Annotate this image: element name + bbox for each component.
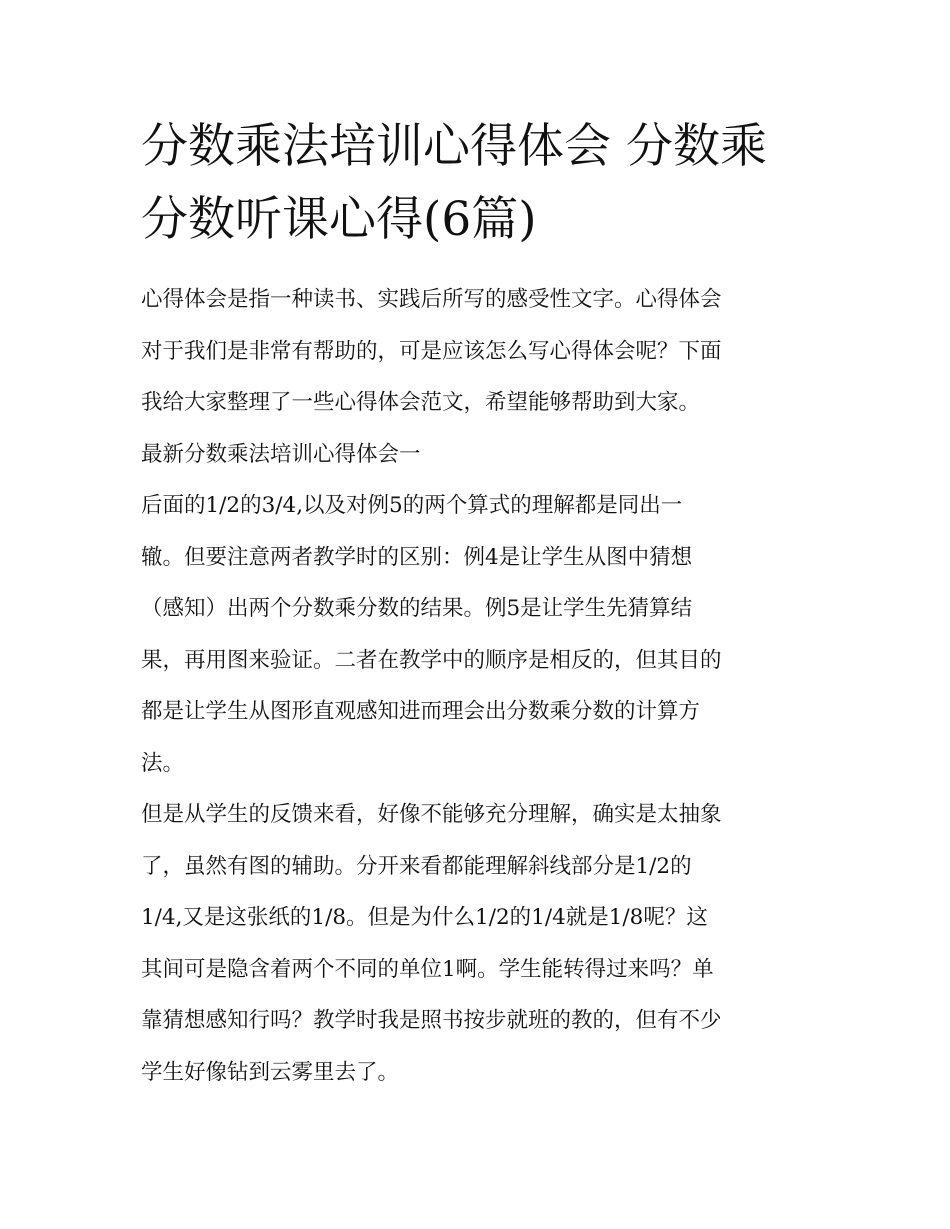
section-heading-text: 最新分数乘法培训心得体会一 <box>141 441 421 467</box>
text-line: 学生好像钻到云雾里去了。 <box>141 1059 400 1085</box>
text-line: 了，虽然有图的辅助。分开来看都能理解斜线部分是1/2的 <box>141 853 692 879</box>
text-line: 但是从学生的反馈来看，好像不能够充分理解，确实是太抽象 <box>141 802 722 827</box>
title-line: 分数听课心得(6篇) <box>141 192 537 247</box>
title-line: 分数乘法培训心得体会 分数乘 <box>141 119 767 174</box>
text-line: （感知）出两个分数乘分数的结果。例5是让学生先猜算结 <box>141 596 693 621</box>
intro-paragraph <box>141 274 813 429</box>
text-line: 其间可是隐含着两个不同的单位1啊。学生能转得过来吗？单 <box>141 956 714 982</box>
text-line: 辙。但要注意两者教学时的区别：例4是让学生从图中猜想 <box>141 544 693 570</box>
text-line: 法。 <box>141 750 185 776</box>
text-line: 后面的1/2的3/4,以及对例5的两个算式的理解都是同出一 <box>141 493 683 518</box>
body-paragraph <box>141 480 813 789</box>
text-line: 都是让学生从图形直观感知进而理会出分数乘分数的计算方 <box>141 699 701 724</box>
text-line: 果，再用图来验证。二者在教学中的顺序是相反的，但其目的 <box>141 647 722 673</box>
document-page <box>141 110 813 1098</box>
body-paragraph <box>141 789 813 1098</box>
document-title <box>141 110 813 256</box>
text-line: 1/4,又是这张纸的1/8。但是为什么1/2的1/4就是1/8呢？这 <box>141 905 708 930</box>
text-line: 心得体会是指一种读书、实践后所写的感受性文字。心得体会 <box>141 287 722 312</box>
text-line: 我给大家整理了一些心得体会范文，希望能够帮助到大家。 <box>141 390 701 415</box>
text-line: 靠猜想感知行吗？教学时我是照书按步就班的教的，但有不少 <box>141 1008 722 1033</box>
text-line: 对于我们是非常有帮助的，可是应该怎么写心得体会呢？下面 <box>141 338 722 364</box>
section-heading <box>141 429 813 481</box>
